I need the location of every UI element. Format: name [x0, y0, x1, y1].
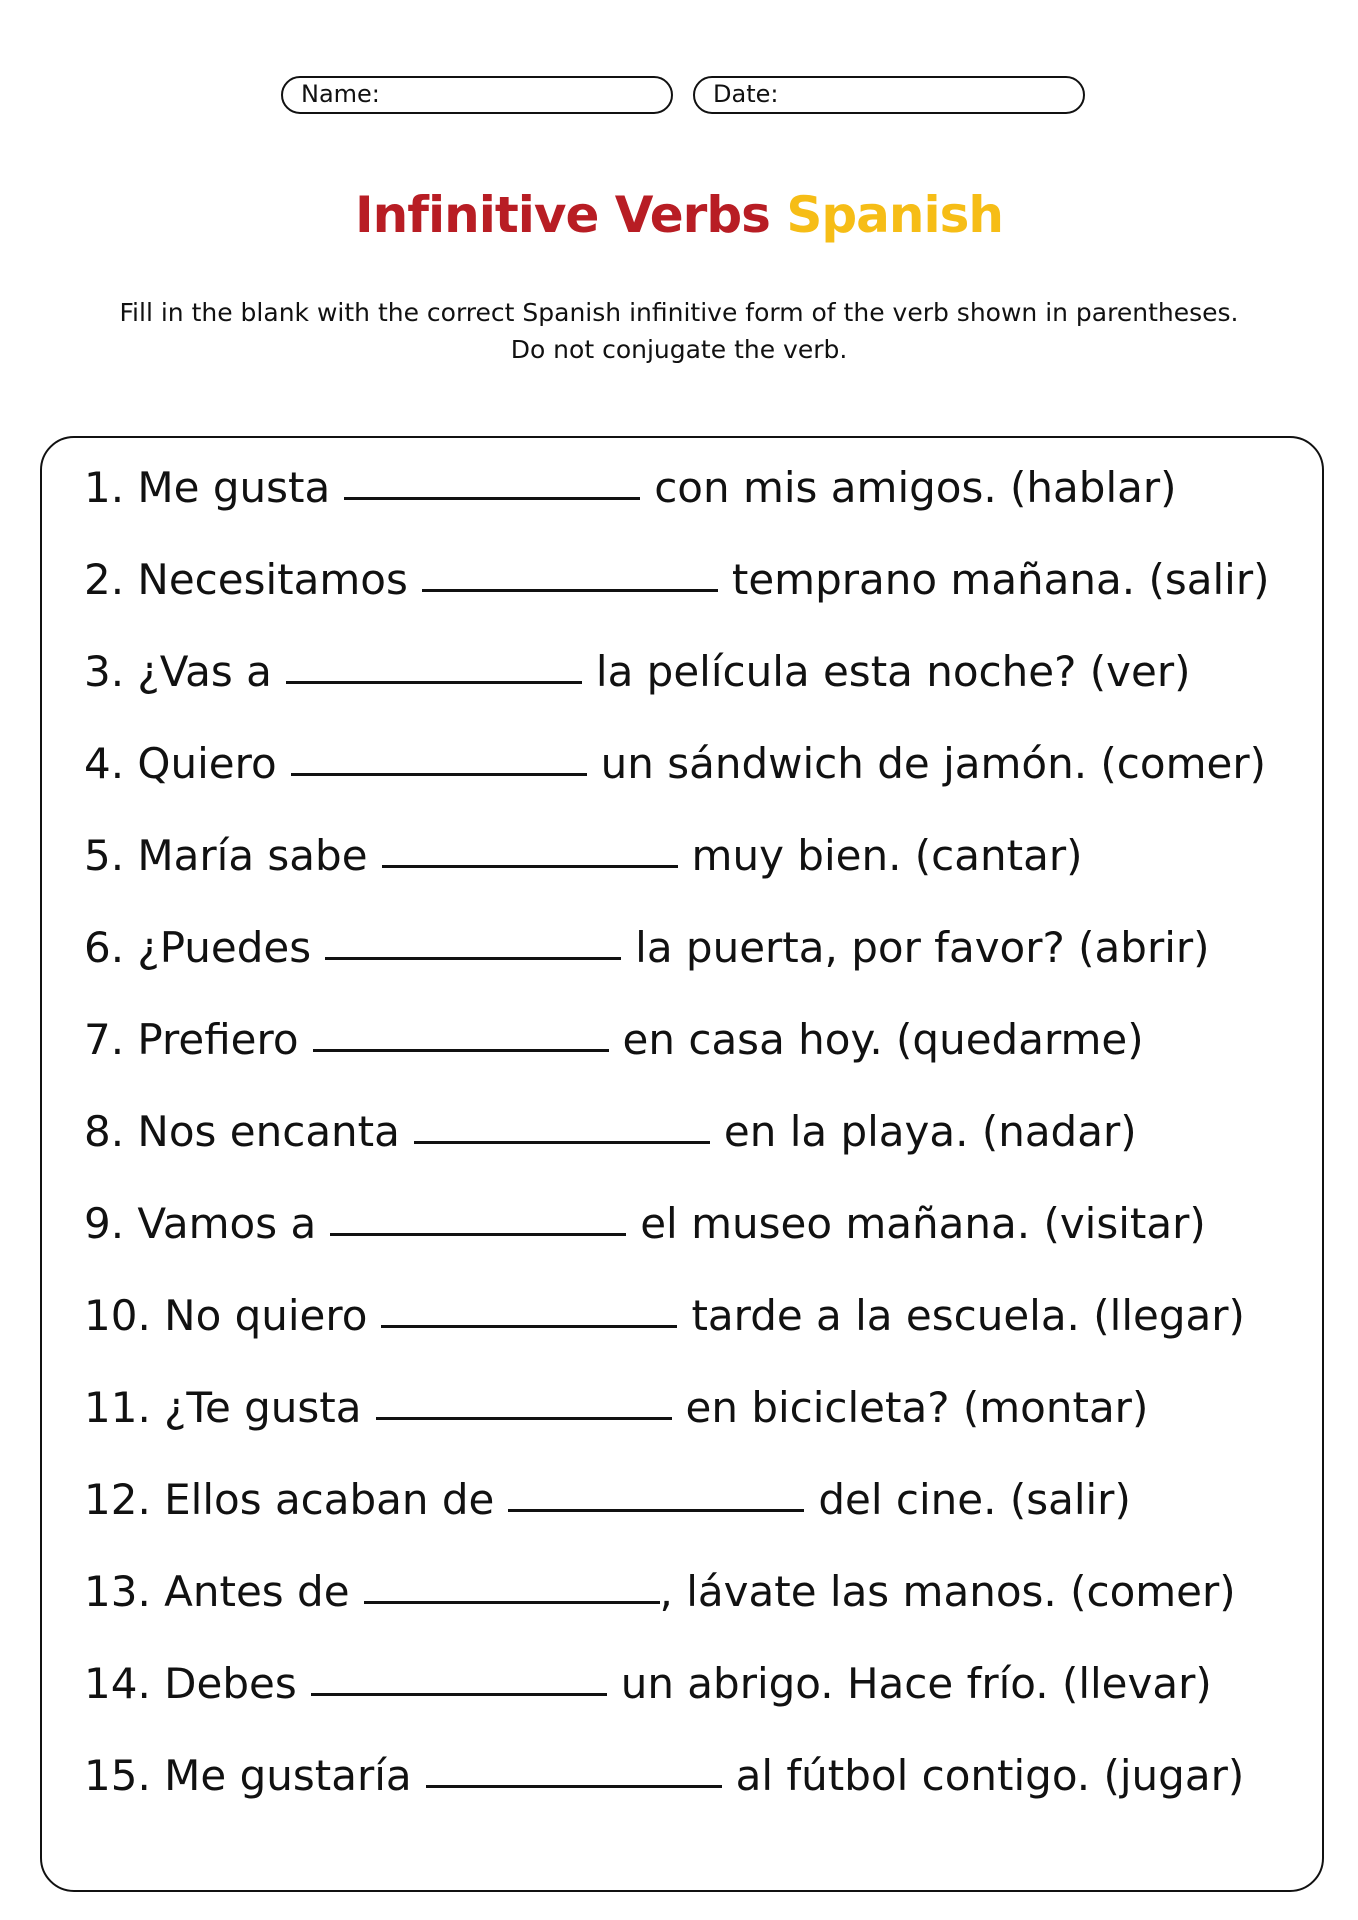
- exercise-item: [84, 826, 1082, 886]
- exercise-prompt: 8. Nos encanta: [84, 1107, 400, 1156]
- answer-blank[interactable]: [344, 493, 640, 500]
- exercise-rest: la puerta, por favor? (abrir): [635, 923, 1210, 972]
- exercise-rest: , lávate las manos. (comer): [659, 1567, 1236, 1616]
- title-part-1: Infinitive Verbs: [355, 186, 770, 244]
- answer-blank[interactable]: [311, 1689, 607, 1696]
- answer-blank[interactable]: [364, 1597, 660, 1604]
- exercise-item: [84, 734, 1266, 794]
- exercise-item: [84, 1470, 1131, 1530]
- exercise-rest: con mis amigos. (hablar): [654, 463, 1177, 512]
- exercise-prompt: 6. ¿Puedes: [84, 923, 312, 972]
- exercise-prompt: 10. No quiero: [84, 1291, 368, 1340]
- exercise-prompt: 11. ¿Te gusta: [84, 1383, 362, 1432]
- instructions-line-1: Fill in the blank with the correct Spanish infinitive form of the verb shown in parentheses.: [119, 298, 1239, 327]
- exercise-rest: del cine. (salir): [818, 1475, 1131, 1524]
- exercise-item: [84, 1378, 1148, 1438]
- date-field[interactable]: [693, 76, 1085, 114]
- exercise-prompt: 1. Me gusta: [84, 463, 331, 512]
- answer-blank[interactable]: [313, 1045, 609, 1052]
- exercise-item: [84, 1102, 1137, 1162]
- answer-blank[interactable]: [330, 1229, 626, 1236]
- exercise-rest: un sándwich de jamón. (comer): [600, 739, 1266, 788]
- answer-blank[interactable]: [508, 1505, 804, 1512]
- answer-blank[interactable]: [376, 1413, 672, 1420]
- answer-blank[interactable]: [422, 585, 718, 592]
- answer-blank[interactable]: [426, 1781, 722, 1788]
- answer-blank[interactable]: [291, 769, 587, 776]
- answer-blank[interactable]: [325, 953, 621, 960]
- exercise-item: [84, 1194, 1206, 1254]
- exercise-rest: al fútbol contigo. (jugar): [735, 1751, 1245, 1800]
- exercise-item: [84, 1654, 1212, 1714]
- header-fields: [281, 76, 1081, 116]
- exercise-prompt: 2. Necesitamos: [84, 555, 408, 604]
- name-field[interactable]: [281, 76, 673, 114]
- exercise-item: [84, 458, 1177, 518]
- name-label: Name:: [301, 80, 380, 108]
- exercise-item: [84, 1746, 1244, 1806]
- exercise-prompt: 12. Ellos acaban de: [84, 1475, 495, 1524]
- exercise-rest: en la playa. (nadar): [723, 1107, 1137, 1156]
- date-label: Date:: [713, 80, 779, 108]
- answer-blank[interactable]: [382, 861, 678, 868]
- exercise-rest: un abrigo. Hace frío. (llevar): [620, 1659, 1212, 1708]
- exercise-rest: en bicicleta? (montar): [685, 1383, 1149, 1432]
- answer-blank[interactable]: [381, 1321, 677, 1328]
- exercise-prompt: 7. Prefiero: [84, 1015, 299, 1064]
- exercise-rest: en casa hoy. (quedarme): [622, 1015, 1144, 1064]
- exercise-prompt: 13. Antes de: [84, 1567, 350, 1616]
- exercise-rest: muy bien. (cantar): [691, 831, 1083, 880]
- title-part-2: Spanish: [786, 186, 1003, 244]
- exercise-item: [84, 1286, 1245, 1346]
- exercise-item: [84, 1010, 1144, 1070]
- exercise-prompt: 4. Quiero: [84, 739, 277, 788]
- answer-blank[interactable]: [414, 1137, 710, 1144]
- exercise-rest: la película esta noche? (ver): [595, 647, 1191, 696]
- exercise-item: [84, 550, 1269, 610]
- exercise-rest: temprano mañana. (salir): [731, 555, 1270, 604]
- exercise-item: [84, 642, 1191, 702]
- exercise-prompt: 9. Vamos a: [84, 1199, 317, 1248]
- instructions-line-2: Do not conjugate the verb.: [510, 335, 848, 364]
- answer-blank[interactable]: [286, 677, 582, 684]
- exercise-item: [84, 918, 1210, 978]
- exercise-rest: el museo mañana. (visitar): [640, 1199, 1206, 1248]
- exercise-box: [40, 436, 1324, 1892]
- exercise-item: [84, 1562, 1236, 1622]
- instructions: [40, 294, 1318, 368]
- exercise-prompt: 15. Me gustaría: [84, 1751, 412, 1800]
- page-title: [0, 160, 1358, 270]
- exercise-prompt: 14. Debes: [84, 1659, 297, 1708]
- exercise-rest: tarde a la escuela. (llegar): [691, 1291, 1245, 1340]
- exercise-prompt: 3. ¿Vas a: [84, 647, 272, 696]
- exercise-prompt: 5. María sabe: [84, 831, 368, 880]
